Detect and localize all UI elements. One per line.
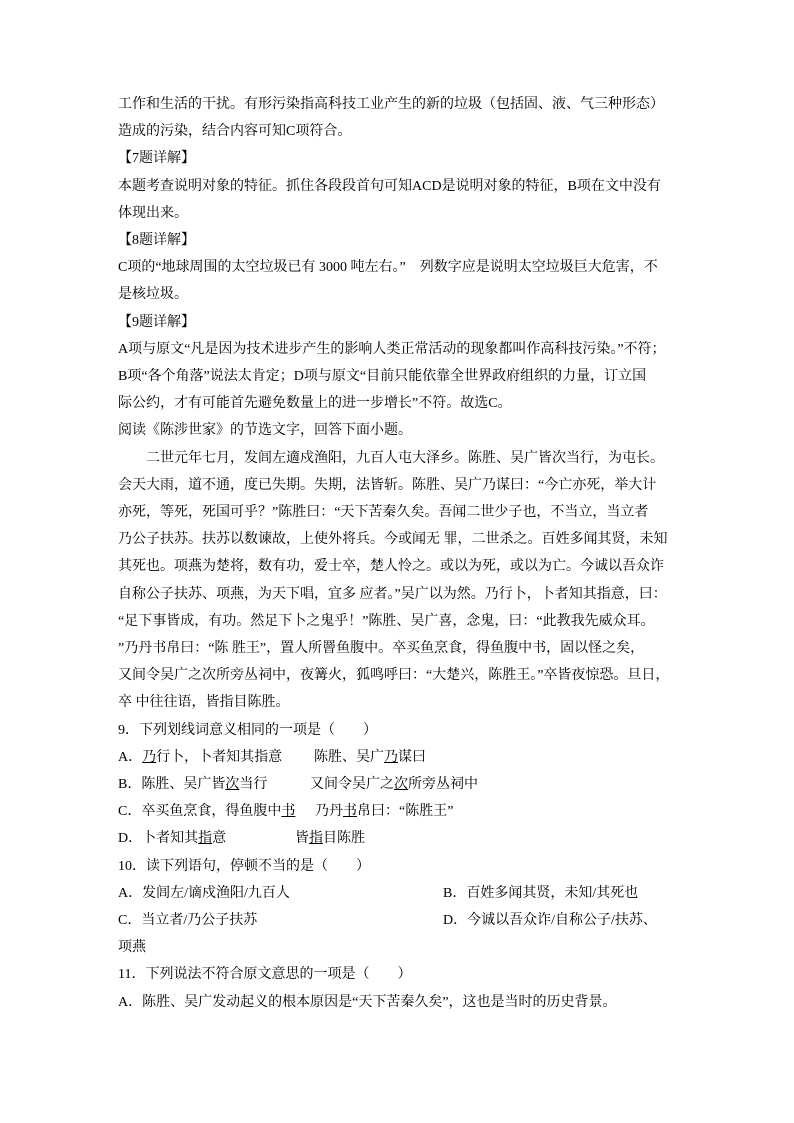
- text-segment: 皆: [295, 831, 309, 847]
- text-segment: D．今诚以吾众诈/自称公子/扶苏、: [443, 913, 657, 928]
- text-segment: 本题考查说明对象的特征。抓住各段段首句可知ACD是说明对象的特征，B项在文中没有: [118, 178, 661, 194]
- text-segment: 意: [212, 831, 227, 847]
- text-segment: 又间令吴广之: [310, 777, 394, 792]
- text-segment: C．当立者/乃公子扶苏: [118, 913, 258, 928]
- underlined-word: 乃: [384, 749, 398, 765]
- text-segment: C．卒买鱼烹食，得鱼腹中: [118, 804, 282, 820]
- text-segment: 9．下列划线词意义相同的一项是（ ）: [118, 722, 377, 738]
- text-segment: 阅读《陈涉世家》的节选文字，回答下面小题。: [118, 423, 412, 439]
- underlined-word: 乃: [142, 749, 157, 765]
- text-segment: 乃丹: [315, 804, 343, 820]
- text-segment: “足下事皆成，有功。然足下卜之鬼乎！”陈胜、吴广喜，念鬼，曰：“此教我先威众耳。: [118, 613, 655, 629]
- text-segment: 会天大雨，道不通，度已失期。失期，法皆斩。陈胜、吴广乃谋曰：“今亡亦死，举大计: [118, 477, 657, 493]
- text-segment: 当行: [239, 777, 268, 792]
- text-segment: 目陈胜: [323, 831, 365, 847]
- text-segment: 亦死，等死，死国可乎？”陈胜曰：“天下苦秦久矣。吾闻二世少子也，不当立，当立者: [118, 505, 649, 520]
- text-segment: 【7题详解】: [118, 151, 195, 167]
- text-segment: A．发闾左/谪戍渔阳/九百人: [118, 885, 290, 901]
- text-segment: C项的“地球周围的太空垃圾已有 3000 吨左右。” 列数字应是说明太空垃圾巨大危害，不: [118, 260, 658, 276]
- text-segment: 际公约，才有可能首先避免数量上的进一步增长”不符。故选C。: [118, 396, 512, 412]
- text-segment: 项燕: [118, 940, 146, 956]
- text-segment: 陈胜、吴广: [314, 749, 384, 765]
- text-segment: B．百姓多闻其贤，未知/其死也: [443, 885, 639, 901]
- text-segment: D．卜者知其: [118, 831, 199, 847]
- text-segment: 体现出来。: [118, 205, 188, 221]
- text-segment: A．陈胜、吴广发动起义的根本原因是“天下苦秦久矣”，这也是当时的历史背景。: [118, 994, 617, 1010]
- text-segment: B项“各个角落”说法太肯定；D项与原文“目前只能依靠全世界政府组织的力量，订立国: [118, 369, 647, 384]
- text-segment: 帛曰：“陈胜王”: [357, 804, 454, 820]
- text-segment: 10．读下列语句，停顿不当的是（ ）: [118, 858, 370, 874]
- text-segment: 造成的污染，结合内容可知C项符合。: [118, 124, 352, 140]
- text-segment: ”乃丹书帛曰：“陈 胜王”，置人所罾鱼腹中。卒买鱼烹食，得鱼腹中书，固以怪之矣，: [118, 641, 645, 656]
- text-segment: 二世元年七月，发闾左適戍渔阳，九百人屯大泽乡。陈胜、吴广皆次当行，为屯长。: [118, 450, 664, 466]
- text-segment: 工作和生活的干扰。有形污染指高科技工业产生的新的垃圾（包括固、液、气三种形态）: [118, 97, 664, 112]
- underlined-word: 指: [309, 831, 323, 847]
- text-segment: 又间令吴广之次所旁丛祠中，夜篝火，狐鸣呼曰：“大楚兴，陈胜王。”卒皆夜惊恐。旦日，: [118, 668, 670, 684]
- underlined-word: 书: [343, 804, 357, 820]
- text-segment: 谋曰: [398, 749, 426, 765]
- text-segment: 11．下列说法不符合原文意思的一项是（ ）: [118, 967, 412, 983]
- underlined-word: 次: [225, 777, 240, 792]
- text-segment: 其死也。项燕为楚将，数有功，爱士卒，楚人怜之。或以为死，或以为亡。今诚以吾众诈: [118, 559, 664, 575]
- underlined-word: 次: [394, 777, 408, 792]
- text-segment: 所旁丛祠中: [408, 777, 478, 792]
- text-segment: 卒 中往往语，皆指目陈胜。: [118, 695, 290, 711]
- underlined-word: 书: [281, 804, 296, 820]
- text-segment: 【8题详解】: [118, 233, 195, 248]
- text-segment: B．陈胜、吴广皆: [118, 777, 226, 792]
- text-segment: A项与原文“凡是因为技术进步产生的影响人类正常活动的现象都叫作高科技污染。”不符；: [118, 341, 666, 357]
- text-segment: 乃公子扶苏。扶苏以数谏故，上使外将兵。今或闻无 罪，二世杀之。百姓多闻其贤，未知: [118, 532, 668, 548]
- text-segment: 【9题详解】: [118, 314, 195, 330]
- text-segment: 是核垃圾。: [118, 287, 188, 303]
- text-segment: A．: [118, 749, 143, 765]
- underlined-word: 指: [198, 831, 213, 847]
- text-segment: 行卜，卜者知其指意: [156, 749, 283, 765]
- text-segment: 自称公子扶苏、项燕，为天下唱，宜多 应者。”吴广以为然。乃行卜，卜者知其指意，曰：: [118, 586, 667, 602]
